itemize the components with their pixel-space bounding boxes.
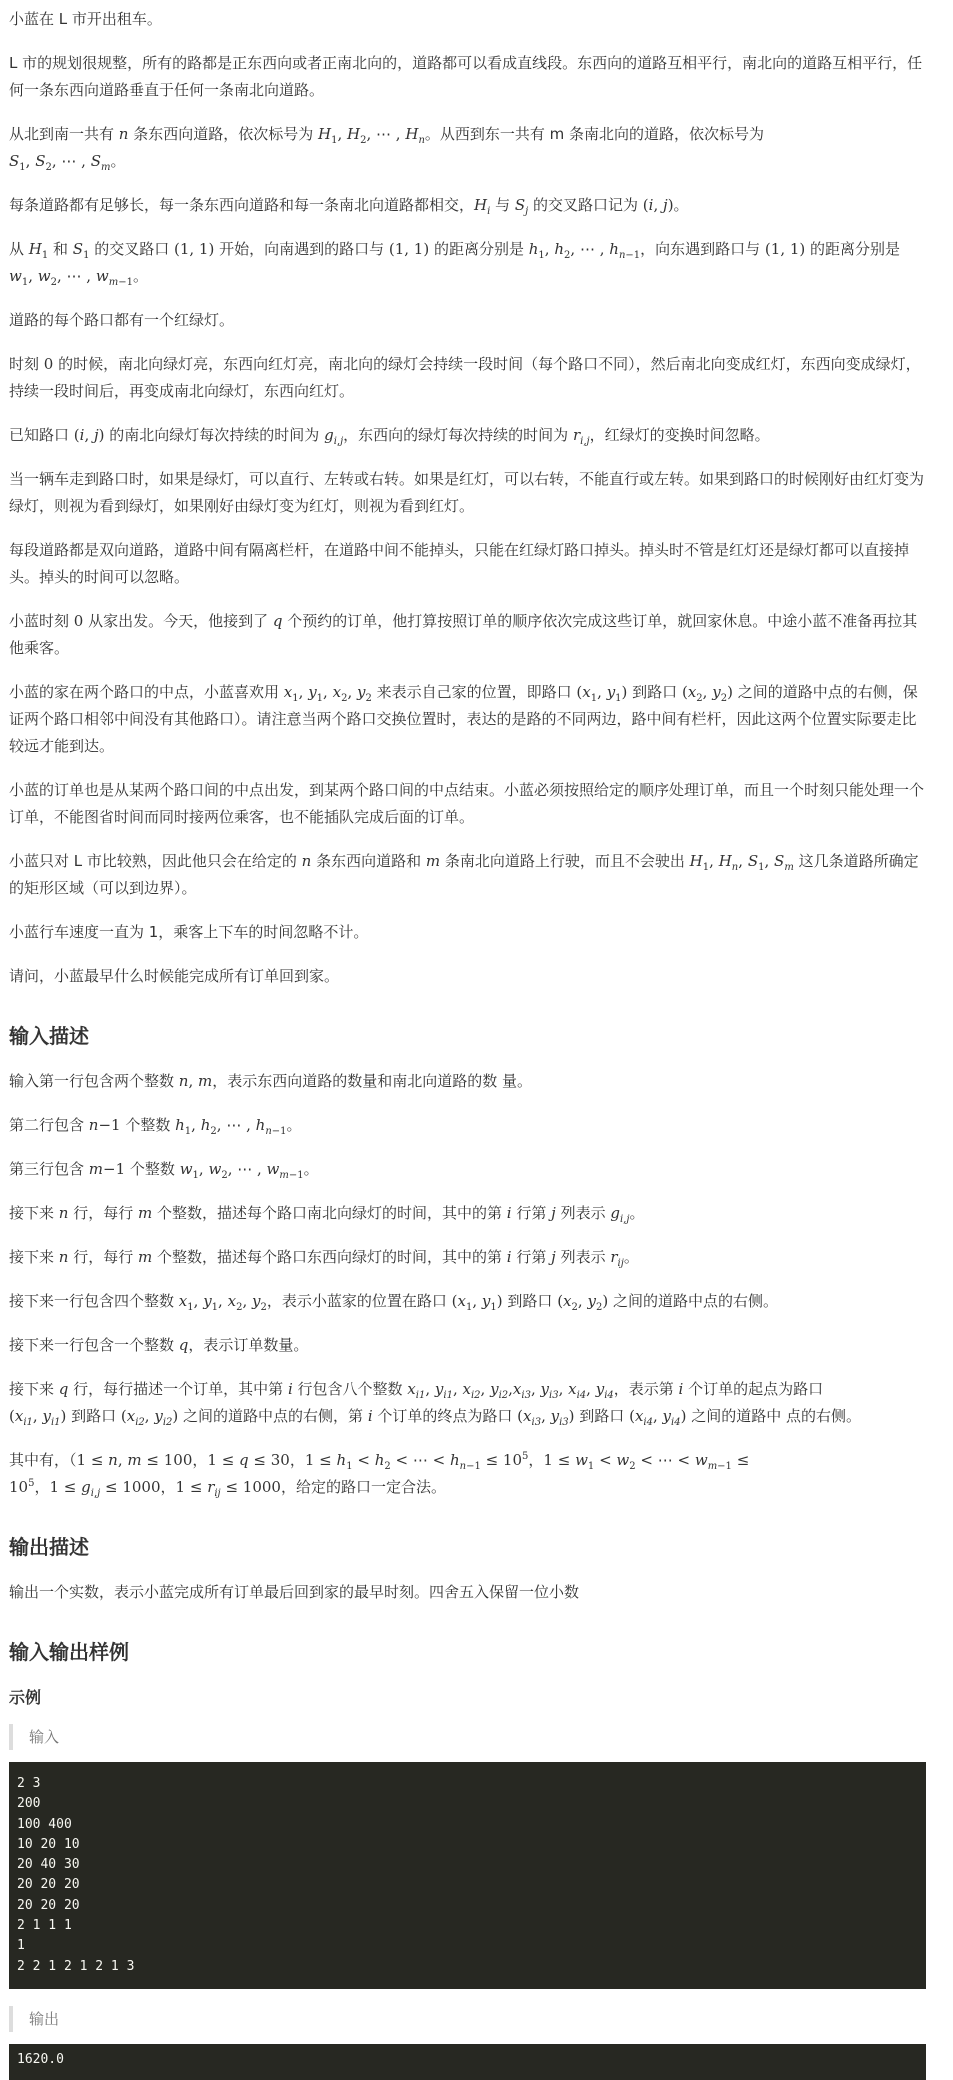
output-heading: 输出描述: [9, 1535, 89, 1559]
paragraph: L 市的规划很规整，所有的路都是正东西向或者正南北向的，道路都可以看成直线段。东西向的道路互相平行，南北向的道路互相平行，任何一条东西向道路垂直于任何一条南北向道路。: [9, 54, 923, 99]
paragraph: 接下来一行包含一个整数 q，表示订单数量。: [9, 1336, 309, 1354]
paragraph: 小蓝的家在两个路口的中点，小蓝喜欢用 $x_1$, $y_1$, $x_2$, $y_2$ 来表示自己家的位置，即路口 ($x_1$, $y_1$) 到路口 ($x_2$, $y_2$) 之间的道路中点的右侧，保证两个路口相邻中间没有其他路口）。请注意当两个路口交换位置时，表达的是路的不同两边，路中间有栏杆，因此这两个位置实际要走比较远才能到达。: [9, 683, 918, 755]
paragraph: 当一辆车走到路口时，如果是绿灯，可以直行、左转或右转。如果是红灯，可以右转，不能直行或左转。如果到路口的时候刚好由红灯变为绿灯，则视为看到绿灯，如果刚好由绿灯变为红灯，则视为看到红灯。: [9, 470, 925, 515]
paragraph: 每条道路都有足够长，每一条东西向道路和每一条南北向道路都相交，$H_i$ 与 $S_j$ 的交叉路口记为 (i, j)。: [9, 196, 689, 217]
paragraph: 输入第一行包含两个整数 n, m，表示东西向道路的数量和南北向道路的数 量。: [9, 1072, 533, 1090]
sample-output-code: 1620.0: [9, 2044, 926, 2080]
sample-input-code: 2 3 200 100 400 10 20 10 20 40 30 20 20 20 20 20 20 2 1 1 1 1 2 2 1 2 1 2 1 3: [9, 1762, 926, 1989]
paragraph: 请问，小蓝最早什么时候能完成所有订单回到家。: [9, 967, 340, 985]
paragraph: 小蓝的订单也是从某两个路口间的中点出发，到某两个路口间的中点结束。小蓝必须按照给定的顺序处理订单，而且一个时刻只能处理一个订单，不能图省时间而同时接两位乘客，也不能插队完成后面的订单。: [9, 781, 925, 826]
paragraph: 每段道路都是双向道路，道路中间有隔离栏杆，在道路中间不能掉头，只能在红绿灯路口掉头。掉头时不管是红灯还是绿灯都可以直接掉头。掉头的时间可以忽略。: [9, 541, 910, 586]
sample-output-label: 输出: [9, 2006, 926, 2032]
paragraph: 小蓝只对 L 市比较熟，因此他只会在给定的 n 条东西向道路和 m 条南北向道路上行驶，而且不会驶出 $H_1$, $H_n$, $S_1$, $S_m$ 这几条道路所确定的矩形区域（可以到边界）。: [9, 852, 919, 897]
paragraph: 第三行包含 m−1 个整数 $w_1$, $w_2$, ⋯ , $w_{m-1}$。: [9, 1160, 319, 1181]
paragraph: 小蓝在 L 市开出租车。: [9, 10, 162, 28]
paragraph: 小蓝时刻 0 从家出发。今天，他接到了 q 个预约的订单，他打算按照订单的顺序依次完成这些订单，就回家休息。中途小蓝不准备再拉其他乘客。: [9, 612, 918, 657]
paragraph: 输出一个实数，表示小蓝完成所有订单最后回到家的最早时刻。四舍五入保留一位小数: [9, 1583, 580, 1601]
paragraph: 小蓝行车速度一直为 1，乘客上下车的时间忽略不计。: [9, 923, 369, 941]
sample-title: 示例: [9, 1688, 42, 1707]
input-heading: 输入描述: [9, 1024, 89, 1048]
paragraph: 第二行包含 n−1 个整数 $h_1$, $h_2$, ⋯ , $h_{n-1}$。: [9, 1116, 302, 1137]
paragraph: 接下来 q 行，每行描述一个订单，其中第 i 行包含八个整数 $x_{i1}$, $y_{i1}$, $x_{i2}$, $y_{i2},x_{i3}$, $y_{i3}$, $x_{i4}$, $y_{i4}$，表示第 i 个订单的起点为路口 ($x_{i1}$, $y_{i1}$) 到路口 ($x_{i2}$, $y_{i2}$) 之间的道路中点的右侧，第 i 个订单的终点为路口 ($x_{i3}$, $y_{i3}$) 到路口 ($x_{i4}$, $y_{i4}$) 之间的道路中 点的右侧。: [9, 1380, 861, 1428]
paragraph: 接下来 n 行，每行 m 个整数，描述每个路口南北向绿灯的时间，其中的第 i 行第 j 列表示 $g_{i,j}$。: [9, 1204, 645, 1225]
paragraph: 接下来 n 行，每行 m 个整数，描述每个路口东西向绿灯的时间，其中的第 i 行第 j 列表示 $r_{ij}$。: [9, 1248, 639, 1269]
paragraph: 接下来一行包含四个整数 $x_1$, $y_1$, $x_2$, $y_2$，表示小蓝家的位置在路口 ($x_1$, $y_1$) 到路口 ($x_2$, $y_2$) 之间的道路中点的右侧。: [9, 1292, 778, 1313]
paragraph: 从北到南一共有 n 条东西向道路，依次标号为 $H_1$, $H_2$, ⋯ , $H_n$。从西到东一共有 m 条南北向的道路，依次标号为 $S_1$, $S_2$, ⋯ , $S_m$。: [9, 125, 765, 173]
paragraph: 道路的每个路口都有一个红绿灯。: [9, 311, 235, 329]
paragraph: 时刻 0 的时候，南北向绿灯亮，东西向红灯亮，南北向的绿灯会持续一段时间（每个路口不同），然后南北向变成红灯，东西向变成绿灯，持续一段时间后，再变成南北向绿灯，东西向红灯。: [9, 355, 921, 400]
paragraph: 其中有，（1 ≤ n, m ≤ 100，1 ≤ q ≤ 30，$1 \le h_1 < h_2$ < ⋯ < $h_{n-1} \le 10^5$，$1 \le w_1 < w_2$ < ⋯ < $w_{m-1}$ ≤ $10^5$，$1 \le g_{i,j} \le 1000$，$1 \le r_{ij} \le 1000$，给定的路口一定合法。: [9, 1451, 750, 1499]
paragraph: 从 $H_1$ 和 $S_1$ 的交叉路口 (1, 1) 开始，向南遇到的路口与 (1, 1) 的距离分别是 $h_1$, $h_2$, ⋯ , $h_{n-1}$，向东遇到路口与 (1, 1) 的距离分别是 $w_1$, $w_2$, ⋯ , $w_{m-1}$。: [9, 240, 901, 288]
sample-heading: 输入输出样例: [9, 1640, 129, 1664]
paragraph: 已知路口 (i, j) 的南北向绿灯每次持续的时间为 $g_{i,j}$，东西向的绿灯每次持续的时间为 $r_{i,j}$，红绿灯的变换时间忽略。: [9, 426, 770, 447]
sample-input-label: 输入: [9, 1724, 926, 1750]
